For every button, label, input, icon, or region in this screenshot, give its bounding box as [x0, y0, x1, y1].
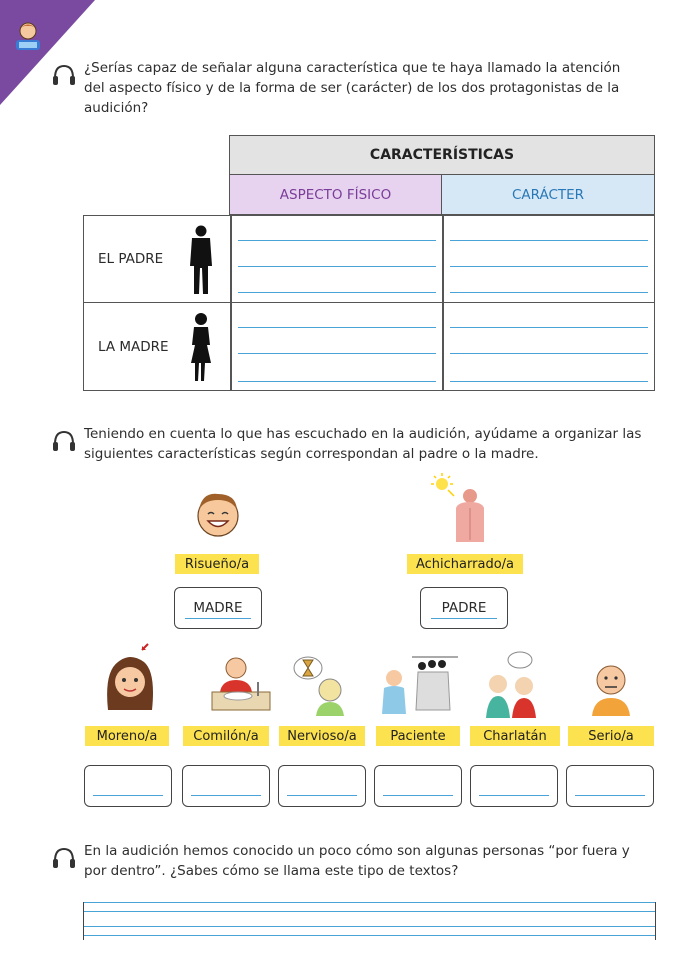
- column-divider: [230, 303, 232, 390]
- trait-tag-paciente: Paciente: [376, 726, 460, 746]
- man-silhouette-icon: [184, 224, 218, 296]
- question-3-line-2: por dentro”. ¿Sabes cómo se llama este tipo de textos?: [84, 863, 459, 879]
- example-tag-risueno: Risueño/a: [175, 554, 259, 574]
- answer-box-paciente[interactable]: [374, 765, 462, 807]
- serious-face-icon: [586, 660, 636, 716]
- man-eating-icon: [208, 652, 272, 716]
- row-label-mother: LA MADRE: [98, 338, 169, 355]
- column-character-header: CARÁCTER: [442, 175, 655, 215]
- example-answer-madre: MADRE: [193, 600, 243, 616]
- table-row-father: [83, 215, 655, 303]
- headphones-icon: [51, 845, 77, 871]
- answer-line[interactable]: [450, 381, 648, 382]
- answer-line[interactable]: [238, 327, 436, 328]
- patient-person-icon: [372, 652, 462, 716]
- dark-haired-woman-icon: [100, 642, 160, 718]
- trait-tag-comilon: Comilón/a: [183, 726, 269, 746]
- headphones-icon: [51, 428, 77, 454]
- column-divider: [442, 216, 444, 302]
- answer-box-serio[interactable]: [566, 765, 654, 807]
- answer-line[interactable]: [238, 353, 436, 354]
- nervous-person-icon: [290, 654, 352, 716]
- trait-tag-nervioso: Nervioso/a: [279, 726, 365, 746]
- answer-line[interactable]: [238, 292, 436, 293]
- question-2-line-2: siguientes características según correspondan al padre o la madre.: [84, 446, 539, 462]
- question-1-line-1: ¿Serías capaz de señalar alguna característica que te haya llamado la atención: [84, 60, 621, 76]
- question-1-line-3: audición?: [84, 100, 149, 116]
- answer-box-charlatan[interactable]: [470, 765, 558, 807]
- answer-box-nervioso[interactable]: [278, 765, 366, 807]
- question-3-line-1: En la audición hemos conocido un poco cómo son algunas personas “por fuera y: [84, 843, 630, 859]
- answer-line[interactable]: [450, 292, 648, 293]
- trait-tag-moreno: Moreno/a: [85, 726, 169, 746]
- trait-tag-charlatan: Charlatán: [470, 726, 560, 746]
- smiling-face-icon: [192, 488, 244, 540]
- question-1-line-2: del aspecto físico y de la forma de ser (carácter) de los dos protagonistas de la: [84, 80, 620, 96]
- student-avatar-icon: [10, 18, 46, 54]
- answer-line[interactable]: [450, 353, 648, 354]
- answer-line[interactable]: [450, 266, 648, 267]
- answer-line[interactable]: [238, 381, 436, 382]
- woman-silhouette-icon: [184, 311, 218, 383]
- example-answer-box-madre: [174, 587, 262, 629]
- answer-box-comilon[interactable]: [182, 765, 270, 807]
- column-physical-header: ASPECTO FÍSICO: [229, 175, 442, 215]
- talking-people-icon: [484, 650, 544, 718]
- answer-line[interactable]: [238, 240, 436, 241]
- example-answer-padre: PADRE: [441, 600, 487, 616]
- sunburnt-back-icon: [428, 472, 500, 544]
- example-answer-box-padre: [420, 587, 508, 629]
- answer-writing-area[interactable]: [83, 902, 656, 940]
- example-tag-achicharrado: Achicharrado/a: [407, 554, 523, 574]
- answer-line[interactable]: [450, 240, 648, 241]
- column-divider: [230, 216, 232, 302]
- headphones-icon: [51, 62, 77, 88]
- table-row-mother: [83, 303, 655, 391]
- trait-tag-serio: Serio/a: [568, 726, 654, 746]
- column-divider: [442, 303, 444, 390]
- question-2-line-1: Teniendo en cuenta lo que has escuchado en la audición, ayúdame a organizar las: [84, 426, 642, 442]
- answer-box-moreno[interactable]: [84, 765, 172, 807]
- answer-line[interactable]: [238, 266, 436, 267]
- answer-line[interactable]: [450, 327, 648, 328]
- table-header: CARACTERÍSTICAS: [229, 135, 655, 175]
- row-label-father: EL PADRE: [98, 251, 164, 267]
